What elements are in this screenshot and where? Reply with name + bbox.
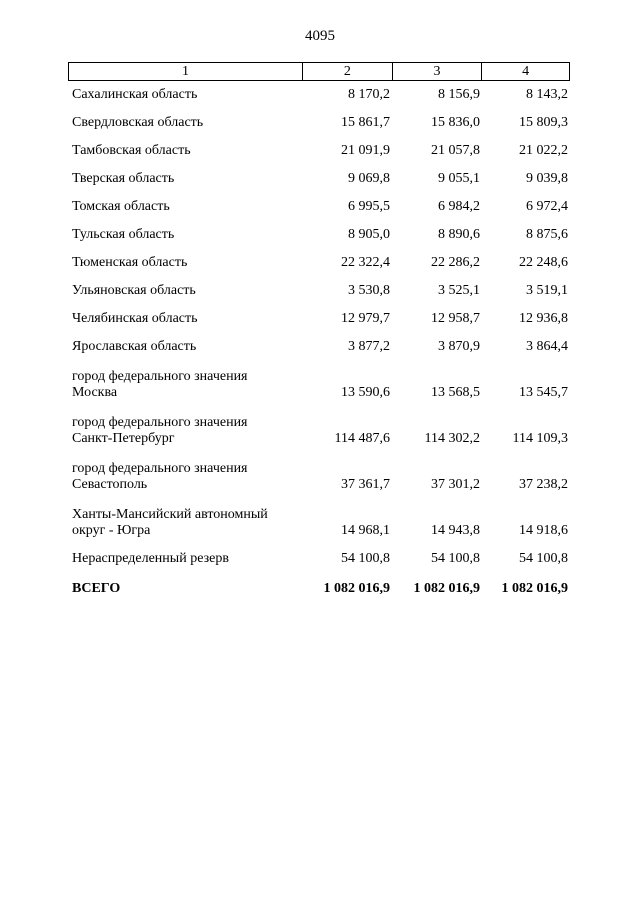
table-row <box>68 355 570 401</box>
region-name <box>68 171 302 187</box>
table-row <box>68 215 570 243</box>
region-name-line: Тамбовская область <box>72 143 191 158</box>
total-value-2: 1 082 016,9 <box>323 581 390 596</box>
value-col-3: 6 984,2 <box>438 199 480 214</box>
region-name-line: Тюменская область <box>72 255 188 270</box>
region-name <box>68 339 302 355</box>
region-name-line: город федерального значения <box>72 369 248 384</box>
region-name <box>68 115 302 131</box>
table-row <box>68 243 570 271</box>
region-name-line: округ - Югра <box>72 523 151 538</box>
value-col-4: 37 238,2 <box>519 477 568 492</box>
region-name <box>68 143 302 159</box>
region-name-line: Томская область <box>72 199 170 214</box>
region-name-line: Челябинская область <box>72 311 198 326</box>
value-col-4: 22 248,6 <box>519 255 568 270</box>
region-name <box>68 227 302 243</box>
value-col-2: 8 170,2 <box>348 87 390 102</box>
value-col-2: 6 995,5 <box>348 199 390 214</box>
region-name-line: Свердловская область <box>72 115 204 130</box>
value-col-3: 9 055,1 <box>438 171 480 186</box>
region-name-line: Севастополь <box>72 477 148 492</box>
table-row <box>68 327 570 355</box>
value-col-3: 22 286,2 <box>431 255 480 270</box>
region-name-line: Тверская область <box>72 171 175 186</box>
table-row <box>68 299 570 327</box>
value-col-2: 3 877,2 <box>348 339 390 354</box>
value-col-3: 3 525,1 <box>438 283 480 298</box>
value-col-2: 12 979,7 <box>341 311 390 326</box>
region-name-line: город федерального значения <box>72 415 248 430</box>
table-row <box>68 103 570 131</box>
region-name-line: Ульяновская область <box>72 283 196 298</box>
table-row <box>68 131 570 159</box>
table-row <box>68 539 570 567</box>
table-row <box>68 447 570 493</box>
total-value-3: 1 082 016,9 <box>413 581 480 596</box>
table-row <box>68 401 570 447</box>
region-name <box>68 551 302 567</box>
region-name-line: Тульская область <box>72 227 175 242</box>
value-col-3: 37 301,2 <box>431 477 480 492</box>
region-name <box>68 369 302 401</box>
value-col-2: 13 590,6 <box>341 385 390 400</box>
table-row <box>68 271 570 299</box>
region-name-line: Ханты-Мансийский автономный <box>72 507 268 522</box>
value-col-2: 54 100,8 <box>341 551 390 566</box>
region-name <box>68 199 302 215</box>
value-col-4: 14 918,6 <box>519 523 568 538</box>
value-col-4: 21 022,2 <box>519 143 568 158</box>
value-col-3: 8 156,9 <box>438 87 480 102</box>
value-col-2: 3 530,8 <box>348 283 390 298</box>
table-body <box>68 81 570 567</box>
column-header-4: 4 <box>481 63 569 80</box>
value-col-3: 13 568,5 <box>431 385 480 400</box>
value-col-3: 54 100,8 <box>431 551 480 566</box>
table-header <box>68 62 570 81</box>
value-col-4: 8 143,2 <box>526 87 568 102</box>
value-col-2: 14 968,1 <box>341 523 390 538</box>
region-name <box>68 311 302 327</box>
value-col-4: 9 039,8 <box>526 171 568 186</box>
value-col-4: 15 809,3 <box>519 115 568 130</box>
region-name <box>68 283 302 299</box>
value-col-2: 37 361,7 <box>341 477 390 492</box>
value-col-3: 14 943,8 <box>431 523 480 538</box>
value-col-3: 3 870,9 <box>438 339 480 354</box>
region-name-line: Ярославская область <box>72 339 197 354</box>
table-row <box>68 187 570 215</box>
region-name <box>68 461 302 493</box>
value-col-2: 114 487,6 <box>334 431 390 446</box>
value-col-4: 6 972,4 <box>526 199 568 214</box>
value-col-3: 12 958,7 <box>431 311 480 326</box>
value-col-4: 8 875,6 <box>526 227 568 242</box>
total-value-4: 1 082 016,9 <box>501 581 568 596</box>
table-row <box>68 493 570 539</box>
value-col-4: 13 545,7 <box>519 385 568 400</box>
value-col-2: 15 861,7 <box>341 115 390 130</box>
region-name <box>68 507 302 539</box>
region-name <box>68 87 302 103</box>
column-header-3: 3 <box>392 63 482 80</box>
value-col-3: 8 890,6 <box>438 227 480 242</box>
table-row-total <box>68 567 570 597</box>
region-name <box>68 255 302 271</box>
value-col-4: 12 936,8 <box>519 311 568 326</box>
value-col-4: 54 100,8 <box>519 551 568 566</box>
table-row <box>68 81 570 103</box>
region-name-line: город федерального значения <box>72 461 248 476</box>
budget-table <box>68 62 570 597</box>
value-col-4: 3 864,4 <box>526 339 568 354</box>
region-name-line: Санкт-Петербург <box>72 431 175 446</box>
value-col-2: 8 905,0 <box>348 227 390 242</box>
value-col-3: 114 302,2 <box>424 431 480 446</box>
value-col-2: 22 322,4 <box>341 255 390 270</box>
value-col-4: 114 109,3 <box>512 431 568 446</box>
value-col-3: 15 836,0 <box>431 115 480 130</box>
table-row <box>68 159 570 187</box>
value-col-4: 3 519,1 <box>526 283 568 298</box>
value-col-3: 21 057,8 <box>431 143 480 158</box>
total-label: ВСЕГО <box>72 581 121 596</box>
region-name <box>68 415 302 447</box>
column-header-2: 2 <box>302 63 392 80</box>
region-name-line: Москва <box>72 385 118 400</box>
region-name-line: Нераспределенный резерв <box>72 551 229 566</box>
region-name-line: Сахалинская область <box>72 87 198 102</box>
value-col-2: 21 091,9 <box>341 143 390 158</box>
value-col-2: 9 069,8 <box>348 171 390 186</box>
page-number: 4095 <box>305 28 335 44</box>
column-header-1: 1 <box>182 63 190 79</box>
